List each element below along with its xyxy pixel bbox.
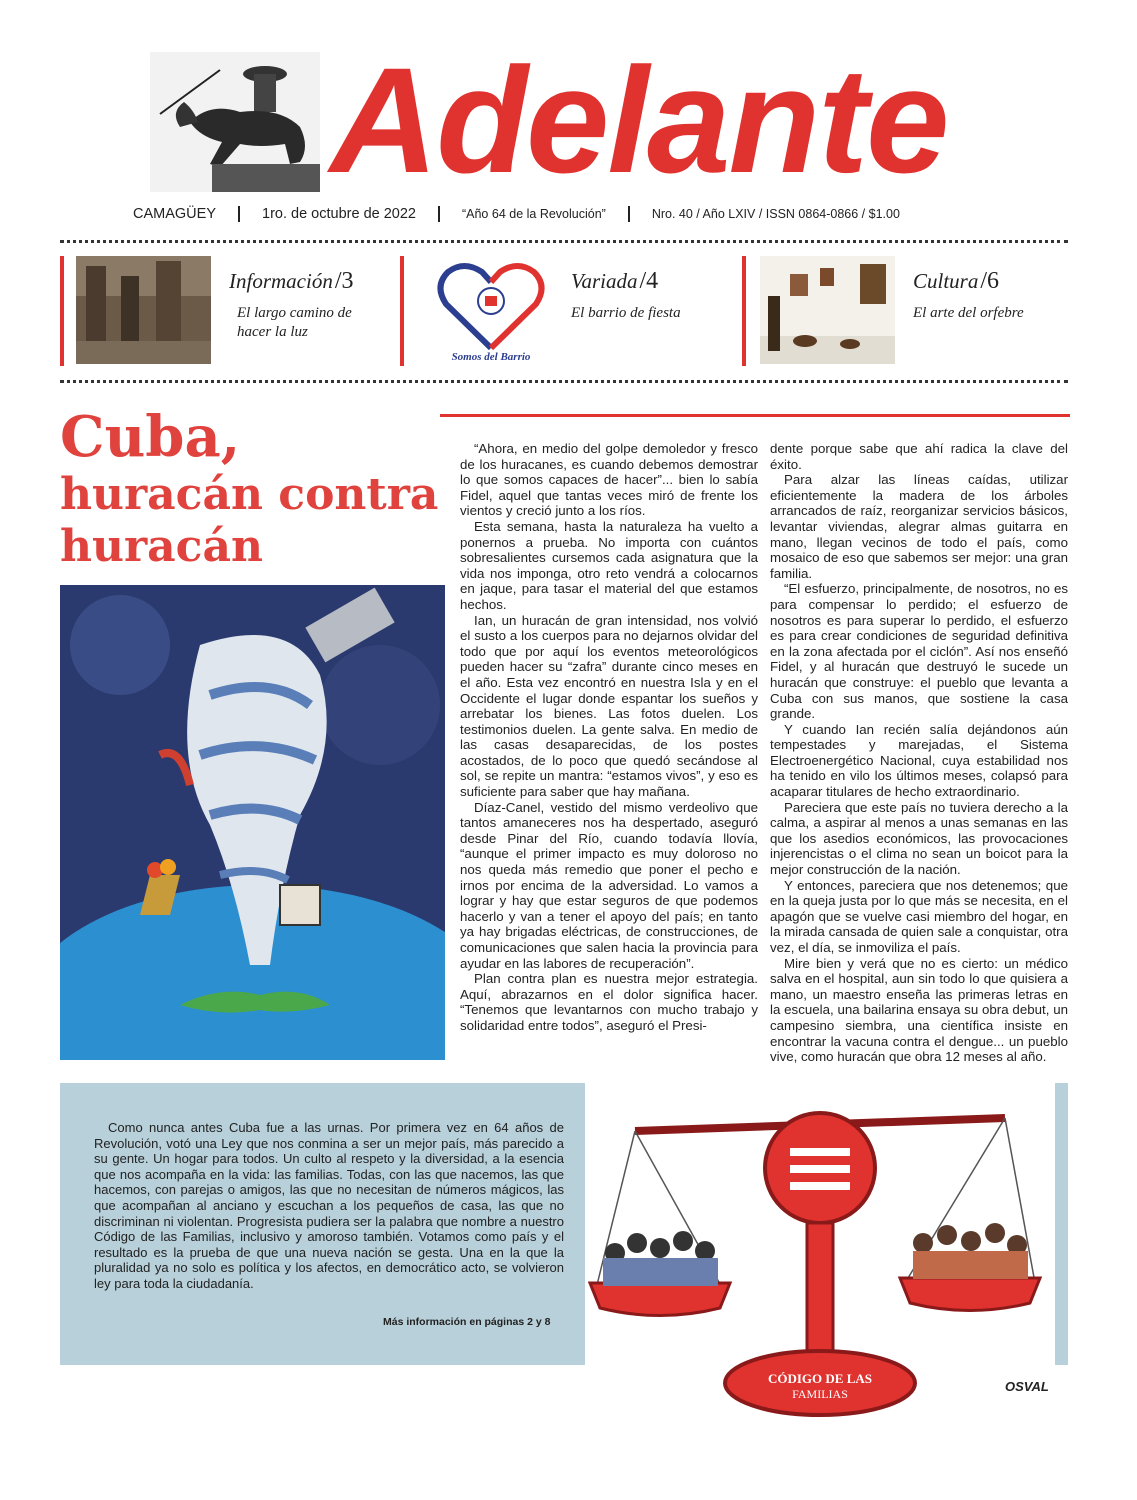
teaser-accent-bar [60,256,64,366]
equestrian-statue-logo [150,52,320,192]
teaser-section-variada[interactable]: Variada/4 [571,268,659,294]
somos-del-barrio-logo [432,256,550,364]
scale-cartoon [585,1083,1055,1423]
divider [628,206,630,222]
dotted-rule [60,240,1068,243]
teaser-accent-bar [742,256,746,366]
issue-info: Nro. 40 / Año LXIV / ISSN 0864-0866 / $1.00 [651,207,900,221]
article-headline: Cuba, huracán contra huracán [60,404,439,572]
cartoonist-signature: OSVAL [1005,1379,1049,1394]
city: CAMAGÜEY [133,206,216,222]
scale-label-line2: FAMILIAS [792,1387,848,1401]
article-column-1: “Ahora, en medio del golpe demoledor y fresco de los huracanes, es cuando debemos demostrar lo que somos capaces de hacer”... bien lo sabía Fidel, aquel que tantas veces miró de frente los vientos y creció junto a los ríos. Esta semana, hasta la naturaleza ha vuelto a ponernos a prueba. No importa con cuántos sobresalientes cursemos cada asignatura que la vida nos imponga, otro reto vendrá a colocarnos en jaque, para tasar el material del que estamos hechos. Ian, un huracán de gran intensidad, nos volvió el susto a los cuerpos para no dejarnos olvidar del todo que por aquí los eventos meteorológicos pueden hacer su “zafra” durante cinco meses en el año. Esta vez encontró en nuestra Isla y en el Occidente el lugar donde espantar los sueños y arrebatar los bienes. Las fotos duelen. Los testimonios duelen. La gente salva. En medio de las casas desaparecidas, de los postes acostados, de lo poco que quedó secándose al sol, se repite un mantra: “estamos vivos”, y eso es suficiente para saber que hay mañana. Díaz-Canel, vestido del mismo verdeolivo que tantos amaneceres nos ha despertado, aseguró desde Pinar del Río, cuando todavía llovía, “aunque el primer impacto es muy doloroso no nos queda más remedio que poner el pecho e irnos por encima de la adversidad. Lo vamos a lograr y hay que estar seguros de que podemos hacerlo y van a tener el apoyo del país; en tanto ya hay brigadas eléctricas, de construcciones, de comunicaciones que salen hacia la provincia para ayudar en las labores de recuperación”. Plan contra plan es nuestra mejor estrategia. Aquí, abrazarnos en el dolor significa hacer. “Tenemos que levantarnos con mucho trabajo y solidaridad entre todos”, aseguró el Presi- [460,441,758,1033]
teaser-photo-cultura [760,256,895,364]
more-info-link[interactable]: Más información en páginas 2 y 8 [383,1316,551,1328]
teaser-section-cultura[interactable]: Cultura/6 [913,268,1000,294]
logo-text: Somos del Barrio [451,351,531,363]
dotted-rule [60,380,1068,383]
divider [438,206,440,222]
teaser-photo-information [76,256,211,364]
teaser-section-information[interactable]: Información/3 [229,268,354,294]
masthead-title: Adelante [330,36,948,204]
motto: “Año 64 de la Revolución” [461,207,606,221]
dateline [133,206,1003,222]
family-code-text: Como nunca antes Cuba fue a las urnas. Por primera vez en 64 años de Revolución, votó una Ley que nos conmina a ser un mejor país, más parecido a su gente. Un hogar para todos. Un culto al respeto y la diversidad, a la esencia que nos acompaña en la vida: las familias. Todas, con las que nacemos, las que hacemos, con parejas o amigos, las que no necesitan de números mágicos, las que acompañan al anciano y escuchan a los pequeños de casa, las que no discriminan ni violentan. Progresista pudiera ser la palabra que nombre a nuestro Código de las Familias, inclusivo y amoroso también. Votamos como país y el resultado es la prueba de que una nueva nación se gesta. Una en la que la pluralidad ya no solo es política y los afectos, en democrático acto, se volvieron ley para toda la ciudadanía. [94,1120,564,1291]
article-column-2: dente porque sabe que ahí radica la clave del éxito. Para alzar las líneas caídas, utilizar eficientemente la madera de los árboles arrancados de raíz, reorganizar servicios básicos, levantar viviendas, alegrar almas guitarra en mano, llegan vecinos de todo el país, como mosaico de eso que sabemos ser mejor: una gran familia. “El esfuerzo, principalmente, de nosotros, no es para compensar lo perdido; el esfuerzo de nosotros es para superar lo perdido, el esfuerzo es para crear condiciones de seguridad definitiva en la zona afectada por el ciclón”. Así nos enseñó Fidel, y al huracán que destruyó le sucede un huracán que construye: el pueblo que levanta a Cuba con sus manos, que sostiene la casa grande. Y cuando Ian recién salía dejándonos aún tempestades y marejadas, el Sistema Electroenergético Nacional, cuya estabilidad nos ha tenido en vilo los últimos meses, colapsó para acaparar titulares de hecho extraordinario. Pareciera que este país no tuviera derecho a la calma, a aspirar al menos a unas semanas en las que los asedios económicos, las provocaciones injerencistas o el clima no sean un boicot para la mejor construcción de la nación. Y entonces, pareciera que nos detenemos; que en la queja justa por lo que más se necesita, en el apagón que se vuelve casi miembro del hogar, en la mirada cansada de quien sale a conquistar, otra vez, el día, se inmoviliza el país. Mire bien y verá que no es cierto: un médico salva en el hospital, aun sin todo lo que quisiera a mano, un maestro enseña las primeras letras en la escuela, una bailarina ensaya su obra debut, un campesino siembra, una científica insiste en encontrar la vacuna contra el dengue... un pueblo vive, como huracán que obra 12 meses al año. [770,441,1068,1065]
teaser-text-cultura[interactable]: El arte del orfebre [913,305,1024,321]
hurricane-cartoon [60,585,445,1060]
teaser-accent-bar [400,256,404,366]
teaser-text-information[interactable]: El largo camino de hacer la luz [237,305,352,340]
divider [238,206,240,222]
headline-rule [440,414,1070,417]
date: 1ro. de octubre de 2022 [262,206,416,222]
scale-label-line1: CÓDIGO DE LAS [767,1371,873,1386]
teaser-text-variada[interactable]: El barrio de fiesta [571,305,681,321]
